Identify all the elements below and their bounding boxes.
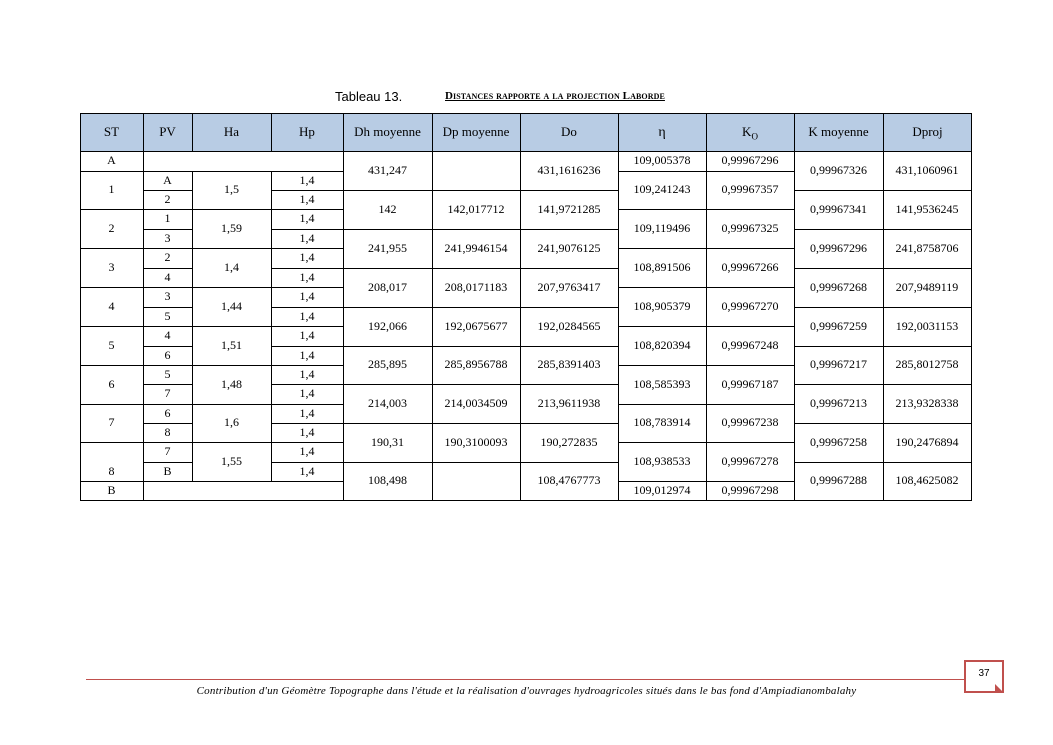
distance-dh-cell: 108,498 bbox=[368, 473, 407, 487]
distance-dh-cell: 285,895 bbox=[368, 357, 407, 371]
distance-kmoy-cell: 0,99967258 bbox=[810, 434, 867, 449]
header-hp: Hp bbox=[299, 124, 315, 139]
station-cell: 3 bbox=[108, 259, 115, 274]
ko-cell: 0,99967187 bbox=[721, 376, 779, 391]
distance-dproj-cell: 141,9536245 bbox=[895, 201, 959, 216]
distance-kmoy-cell: 0,99967341 bbox=[810, 201, 867, 216]
station-cell: 6 bbox=[108, 376, 115, 391]
footer-text: Contribution d'un Géomètre Topographe dans l'étude et la réalisation d'ouvrages hydroagricoles situés dans le bas fond d'Ampiadianombalahy bbox=[196, 685, 857, 697]
distance-dh-cell: 190,31 bbox=[371, 434, 404, 449]
pv-cell: 1 bbox=[164, 211, 171, 225]
distance-dproj-cell: 207,9489119 bbox=[895, 279, 959, 294]
hp-cell: 1,4 bbox=[299, 211, 315, 225]
distance-dh-cell: 214,003 bbox=[368, 395, 407, 410]
station-cell: A bbox=[107, 153, 116, 167]
table-caption bbox=[0, 89, 1053, 107]
distance-dproj-cell: 431,1060961 bbox=[895, 162, 959, 177]
pv-cell: 4 bbox=[164, 328, 171, 342]
eta-cell: 108,891506 bbox=[633, 259, 691, 274]
hp-cell: 1,4 bbox=[299, 250, 315, 264]
pv-cell: 6 bbox=[164, 405, 171, 420]
pv-cell: 7 bbox=[164, 386, 171, 400]
hp-cell: 1,4 bbox=[299, 191, 315, 206]
ha-cell: 1,48 bbox=[221, 376, 242, 391]
pv-cell: 2 bbox=[164, 191, 171, 206]
eta-cell: 108,783914 bbox=[633, 415, 691, 429]
pv-cell: 5 bbox=[164, 366, 171, 381]
hp-cell: 1,4 bbox=[299, 308, 315, 323]
header-eta: η bbox=[658, 125, 666, 140]
distance-dproj-cell: 190,2476894 bbox=[895, 434, 959, 449]
distance-dp-cell: 214,0034509 bbox=[444, 395, 508, 410]
header-ko-sub: O bbox=[751, 131, 758, 142]
distance-kmoy-cell: 0,99967213 bbox=[810, 395, 867, 410]
distance-do-cell: 207,9763417 bbox=[537, 279, 601, 294]
distance-do-cell: 108,4767773 bbox=[537, 473, 601, 487]
header-ko-k: K bbox=[742, 124, 752, 139]
distance-do-cell: 241,9076125 bbox=[537, 240, 601, 255]
distance-dh-cell: 431,247 bbox=[368, 162, 407, 177]
distance-kmoy-cell: 0,99967288 bbox=[810, 473, 867, 487]
pv-cell: B bbox=[163, 463, 172, 478]
eta-cell: 108,585393 bbox=[633, 376, 691, 391]
distance-dproj-cell: 241,8758706 bbox=[895, 240, 959, 255]
station-cell: 5 bbox=[108, 337, 115, 352]
distance-dproj-cell: 192,0031153 bbox=[895, 318, 959, 333]
distance-dproj-cell: 213,9328338 bbox=[895, 395, 959, 410]
ko-cell: 0,99967325 bbox=[721, 220, 779, 235]
distance-dproj-cell: 285,8012758 bbox=[895, 357, 959, 371]
hp-cell: 1,4 bbox=[299, 289, 315, 303]
eta-cell: 108,938533 bbox=[633, 453, 691, 468]
eta-cell: 108,820394 bbox=[633, 337, 691, 352]
distance-dp-cell: 190,3100093 bbox=[444, 434, 508, 449]
header-k-moyenne: K moyenne bbox=[808, 124, 869, 139]
distance-do-cell: 192,0284565 bbox=[537, 318, 601, 333]
hp-cell: 1,4 bbox=[299, 328, 315, 342]
ko-cell: 0,99967238 bbox=[721, 415, 779, 429]
header-dh-moyenne: Dh moyenne bbox=[354, 124, 421, 139]
ko-cell: 0,99967270 bbox=[721, 298, 779, 313]
hp-cell: 1,4 bbox=[299, 366, 315, 381]
hp-cell: 1,4 bbox=[299, 269, 315, 284]
distance-dp-cell: 192,0675677 bbox=[444, 318, 508, 333]
distance-dp-cell: 285,8956788 bbox=[444, 357, 508, 371]
ha-cell: 1,59 bbox=[221, 220, 242, 235]
footer-rule bbox=[86, 679, 966, 680]
ha-cell: 1,5 bbox=[224, 182, 239, 196]
header-dp-moyenne: Dp moyenne bbox=[442, 124, 510, 139]
pv-cell: 6 bbox=[164, 347, 171, 362]
pv-cell: 3 bbox=[164, 289, 171, 303]
ko-cell: 0,99967248 bbox=[721, 337, 779, 352]
ha-cell: 1,6 bbox=[224, 415, 239, 429]
pv-cell: 2 bbox=[164, 250, 171, 264]
distance-dp-cell: 142,017712 bbox=[447, 201, 505, 216]
header-st: ST bbox=[103, 124, 120, 139]
ko-cell: 0,99967296 bbox=[721, 153, 779, 167]
distance-do-cell: 431,1616236 bbox=[537, 162, 601, 177]
hp-cell: 1,4 bbox=[299, 230, 315, 245]
station-cell: 1 bbox=[108, 182, 115, 196]
distance-dh-cell: 142 bbox=[378, 201, 397, 216]
pv-cell: 3 bbox=[164, 230, 171, 245]
hp-cell: 1,4 bbox=[299, 347, 315, 362]
distance-kmoy-cell: 0,99967259 bbox=[810, 318, 867, 333]
header-ha: Ha bbox=[223, 124, 240, 139]
distance-do-cell: 285,8391403 bbox=[537, 357, 601, 371]
ha-cell: 1,4 bbox=[224, 259, 239, 274]
pv-cell: 8 bbox=[164, 424, 171, 439]
eta-cell: 109,119496 bbox=[633, 220, 691, 235]
distance-kmoy-cell: 0,99967326 bbox=[810, 162, 867, 177]
station-cell: 8 bbox=[108, 463, 115, 478]
distance-do-cell: 213,9611938 bbox=[537, 395, 601, 410]
header-pv: PV bbox=[159, 124, 176, 139]
ha-cell: 1,51 bbox=[221, 337, 242, 352]
table-number: Tableau 13. bbox=[335, 89, 403, 104]
distance-do-cell: 190,272835 bbox=[540, 434, 598, 449]
pv-cell: A bbox=[163, 172, 172, 187]
distance-do-cell: 141,9721285 bbox=[537, 201, 601, 216]
distance-dp-cell: 208,0171183 bbox=[444, 279, 508, 294]
ko-cell: 0,99967278 bbox=[721, 453, 779, 468]
distance-dp-cell: 241,9946154 bbox=[444, 240, 508, 255]
pv-cell: 7 bbox=[164, 444, 171, 458]
distance-kmoy-cell: 0,99967217 bbox=[810, 357, 867, 371]
header-do: Do bbox=[561, 124, 577, 139]
station-cell: 7 bbox=[108, 415, 115, 429]
hp-cell: 1,4 bbox=[299, 172, 315, 187]
station-cell: 4 bbox=[108, 298, 115, 313]
pv-cell: 5 bbox=[164, 308, 171, 323]
table-title: Distances rapporte a la projection Laborde bbox=[445, 90, 665, 102]
distance-kmoy-cell: 0,99967296 bbox=[810, 240, 867, 255]
hp-cell: 1,4 bbox=[299, 424, 315, 439]
ha-cell: 1,55 bbox=[221, 453, 242, 468]
distance-dproj-cell: 108,4625082 bbox=[895, 473, 959, 487]
eta-cell: 109,012974 bbox=[633, 482, 691, 497]
distance-dh-cell: 192,066 bbox=[368, 318, 407, 333]
pv-cell: 4 bbox=[164, 269, 171, 284]
page-number: 37 bbox=[978, 668, 990, 679]
eta-cell: 108,905379 bbox=[633, 298, 691, 313]
hp-cell: 1,4 bbox=[299, 463, 315, 478]
ko-cell: 0,99967266 bbox=[721, 259, 779, 274]
eta-cell: 109,241243 bbox=[633, 182, 691, 196]
distance-dh-cell: 241,955 bbox=[368, 240, 407, 255]
ko-cell: 0,99967298 bbox=[721, 482, 779, 497]
header-ko bbox=[706, 124, 794, 142]
ko-cell: 0,99967357 bbox=[721, 182, 779, 196]
eta-cell: 109,005378 bbox=[633, 153, 691, 167]
hp-cell: 1,4 bbox=[299, 405, 315, 420]
station-cell: 2 bbox=[108, 220, 115, 235]
header-dproj: Dproj bbox=[912, 124, 943, 139]
ha-cell: 1,44 bbox=[221, 298, 242, 313]
hp-cell: 1,4 bbox=[299, 386, 315, 400]
hp-cell: 1,4 bbox=[299, 444, 315, 458]
distance-kmoy-cell: 0,99967268 bbox=[810, 279, 867, 294]
station-cell: B bbox=[107, 482, 116, 497]
distance-dh-cell: 208,017 bbox=[368, 279, 407, 294]
